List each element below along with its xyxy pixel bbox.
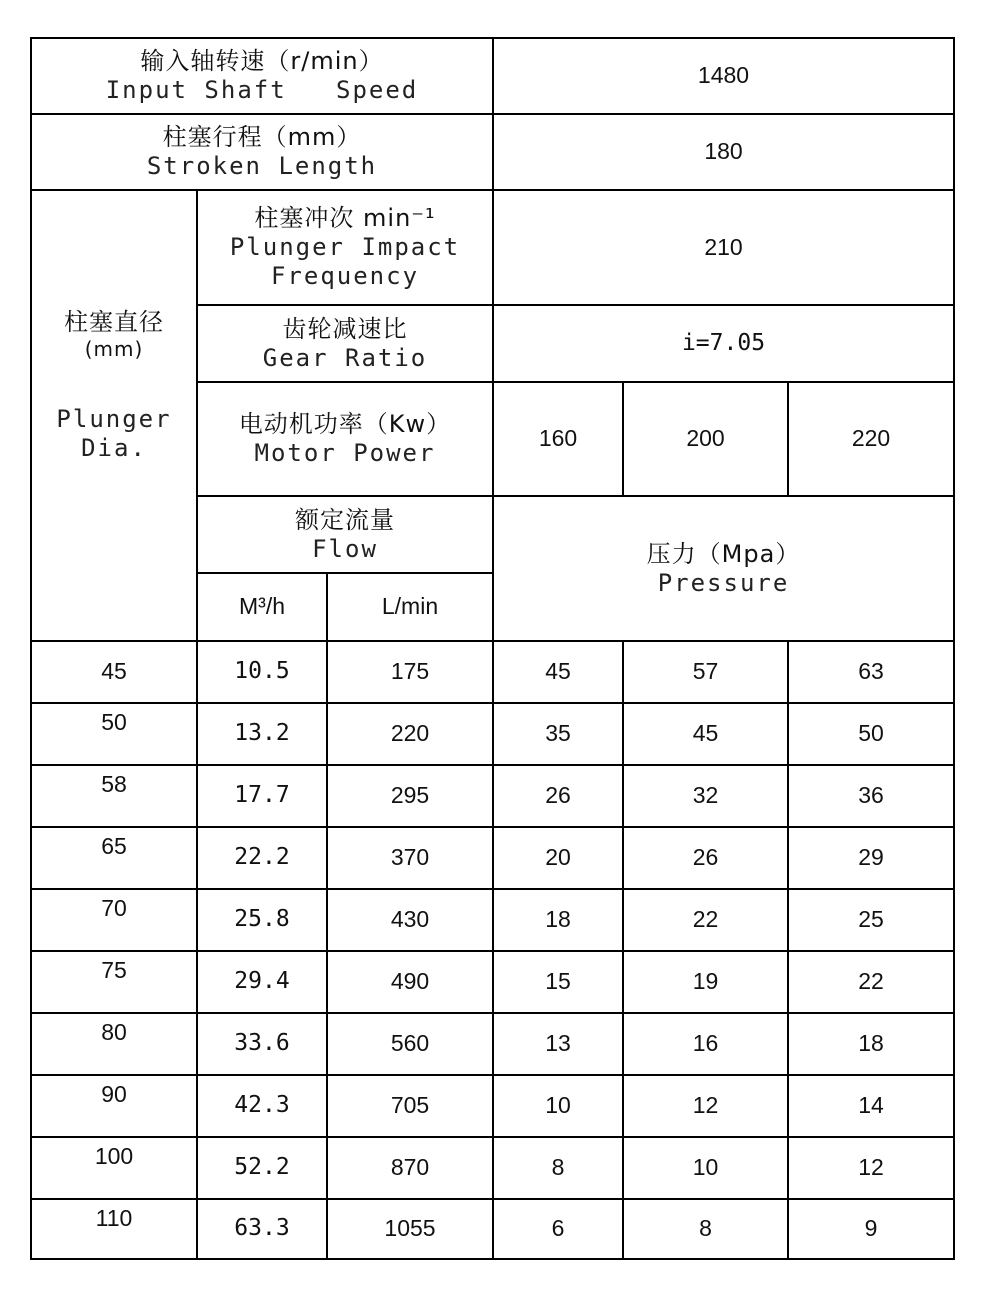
lmin-cell	[327, 889, 493, 951]
hline-3	[197, 304, 955, 306]
hline-6	[197, 572, 493, 574]
pressure-2-cell	[623, 827, 788, 889]
pressure-3-cell	[788, 765, 954, 827]
pressure-3-value: 22	[858, 968, 884, 995]
impact-label-zh: 柱塞冲次 min⁻¹	[254, 204, 436, 233]
hline-4	[197, 381, 955, 383]
pressure-2-value: 22	[692, 906, 719, 933]
m3h-value: 13.2	[234, 720, 290, 747]
dia-cell	[31, 641, 197, 703]
lmin-cell	[327, 827, 493, 889]
plunger-dia-label-zh: 柱塞直径	[64, 308, 164, 337]
stroke-label-cell	[31, 114, 493, 190]
lmin-value: 870	[390, 1154, 430, 1181]
pressure-1-cell	[493, 1137, 623, 1199]
pressure-2-value: 57	[692, 658, 719, 685]
m3h-cell	[197, 951, 327, 1013]
vline-493	[492, 37, 494, 1260]
dia-cell	[31, 951, 197, 1013]
stroke-label-zh: 柱塞行程（mm）	[162, 123, 362, 152]
pressure-label-en: Pressure	[657, 568, 790, 597]
pressure-1-value: 8	[551, 1154, 565, 1181]
flow-unit-lmin-cell	[327, 573, 493, 641]
pressure-3-value: 29	[858, 844, 884, 871]
lmin-value: 705	[390, 1092, 430, 1119]
pressure-label-cell	[493, 496, 954, 641]
lmin-cell	[327, 641, 493, 703]
motor-label-en: Motor Power	[254, 439, 436, 467]
pressure-2-value: 12	[692, 1092, 719, 1119]
pressure-1-value: 6	[551, 1215, 565, 1242]
pressure-1-value: 18	[545, 906, 571, 933]
stroke-value-cell	[493, 114, 954, 190]
pressure-2-value: 32	[692, 782, 719, 809]
pressure-3-cell	[788, 951, 954, 1013]
flow-unit-lmin: L/min	[381, 593, 439, 620]
pressure-3-cell	[788, 889, 954, 951]
m3h-value: 42.3	[234, 1092, 290, 1119]
dia-cell	[31, 1013, 197, 1075]
lmin-value: 220	[390, 720, 430, 747]
input-speed-value-cell	[493, 38, 954, 114]
lmin-value: 560	[390, 1030, 430, 1057]
m3h-value: 29.4	[234, 968, 290, 995]
border-right	[953, 37, 955, 1260]
motor-value-3: 220	[851, 425, 891, 452]
dia-value: 80	[101, 1019, 127, 1045]
m3h-value: 63.3	[234, 1215, 290, 1242]
pressure-1-cell	[493, 703, 623, 765]
m3h-cell	[197, 765, 327, 827]
m3h-value: 33.6	[234, 1030, 290, 1057]
pressure-3-cell	[788, 1013, 954, 1075]
motor-value-2-cell	[623, 382, 788, 496]
lmin-cell	[327, 765, 493, 827]
vline-788-data	[787, 640, 789, 1260]
pressure-label-zh: 压力（Mpa）	[646, 539, 801, 568]
pressure-1-cell	[493, 641, 623, 703]
dia-cell	[31, 703, 197, 765]
pressure-1-cell	[493, 1199, 623, 1259]
dia-value: 90	[101, 1081, 127, 1107]
hline-5	[197, 495, 955, 497]
motor-value-1-cell	[493, 382, 623, 496]
pressure-3-value: 18	[858, 1030, 884, 1057]
impact-value: 210	[704, 233, 743, 260]
plunger-dia-unit: (mm)	[84, 337, 144, 362]
lmin-cell	[327, 1137, 493, 1199]
pressure-2-cell	[623, 889, 788, 951]
motor-label-zh: 电动机功率（Kw）	[238, 410, 452, 439]
lmin-cell	[327, 1199, 493, 1259]
pressure-3-value: 36	[858, 782, 884, 809]
pressure-2-value: 8	[699, 1215, 712, 1242]
pressure-1-value: 15	[545, 968, 571, 995]
dia-value: 70	[101, 895, 127, 921]
dia-value: 65	[101, 833, 127, 859]
pressure-2-value: 19	[692, 968, 719, 995]
input-speed-label-en: Input Shaft Speed	[105, 76, 419, 104]
input-speed-label-zh: 输入轴转速（r/min）	[140, 47, 384, 76]
dia-value: 75	[101, 957, 127, 983]
pressure-3-cell	[788, 1137, 954, 1199]
flow-label-en: Flow	[312, 534, 378, 563]
pressure-3-value: 63	[858, 658, 884, 685]
pressure-1-value: 26	[545, 782, 571, 809]
lmin-value: 1055	[384, 1215, 436, 1242]
motor-label-cell	[197, 382, 493, 496]
pressure-3-cell	[788, 827, 954, 889]
input-speed-label-cell	[31, 38, 493, 114]
pressure-1-cell	[493, 1013, 623, 1075]
dia-cell	[31, 765, 197, 827]
m3h-cell	[197, 1013, 327, 1075]
pressure-2-cell	[623, 1075, 788, 1137]
pressure-2-cell	[623, 1199, 788, 1259]
dia-value: 50	[101, 709, 127, 735]
pressure-2-cell	[623, 951, 788, 1013]
m3h-cell	[197, 1199, 327, 1259]
lmin-cell	[327, 1013, 493, 1075]
dia-cell	[31, 889, 197, 951]
pressure-2-value: 16	[692, 1030, 719, 1057]
pressure-2-cell	[623, 765, 788, 827]
dia-value: 100	[94, 1143, 134, 1169]
pressure-2-cell	[623, 1137, 788, 1199]
plunger-dia-header-cell	[31, 190, 197, 641]
pressure-1-cell	[493, 889, 623, 951]
m3h-cell	[197, 703, 327, 765]
pressure-1-value: 10	[545, 1092, 571, 1119]
vline-788-motor	[787, 381, 789, 497]
pressure-3-cell	[788, 703, 954, 765]
flow-unit-m3h: M³/h	[239, 593, 285, 620]
m3h-cell	[197, 889, 327, 951]
plunger-dia-label-en1: Plunger	[56, 405, 172, 434]
dia-value: 58	[101, 771, 127, 797]
m3h-value: 10.5	[234, 658, 290, 685]
flow-unit-m3h-cell	[197, 573, 327, 641]
pressure-2-cell	[623, 703, 788, 765]
pressure-3-value: 12	[858, 1154, 884, 1181]
m3h-cell	[197, 1137, 327, 1199]
pressure-2-value: 26	[692, 844, 719, 871]
vline-623-motor	[622, 381, 624, 497]
m3h-cell	[197, 641, 327, 703]
motor-value-2: 200	[686, 425, 725, 452]
vline-623-data	[622, 640, 624, 1260]
lmin-cell	[327, 951, 493, 1013]
gear-label-zh: 齿轮减速比	[282, 314, 408, 343]
impact-label-en2: Frequency	[270, 261, 420, 290]
m3h-cell	[197, 827, 327, 889]
pressure-1-value: 20	[545, 844, 571, 871]
m3h-value: 17.7	[234, 782, 290, 809]
lmin-cell	[327, 1075, 493, 1137]
pressure-1-cell	[493, 1075, 623, 1137]
pressure-1-value: 13	[545, 1030, 571, 1057]
impact-label-en1: Plunger Impact	[229, 233, 461, 262]
dia-cell	[31, 1137, 197, 1199]
m3h-value: 25.8	[234, 906, 290, 933]
stroke-label-en: Stroken Length	[146, 152, 378, 180]
pressure-2-cell	[623, 641, 788, 703]
pressure-1-cell	[493, 765, 623, 827]
vline-197	[196, 189, 198, 1260]
motor-value-1: 160	[538, 425, 578, 452]
stroke-value: 180	[704, 138, 743, 165]
lmin-value: 370	[390, 844, 430, 871]
lmin-cell	[327, 703, 493, 765]
pressure-1-cell	[493, 827, 623, 889]
input-speed-value: 1480	[697, 62, 750, 89]
pressure-3-cell	[788, 1075, 954, 1137]
m3h-cell	[197, 1075, 327, 1137]
flow-label-cell	[197, 496, 493, 573]
dia-cell	[31, 827, 197, 889]
pressure-2-value: 45	[692, 720, 719, 747]
lmin-value: 295	[390, 782, 430, 809]
dia-value: 45	[101, 658, 127, 685]
border-left	[30, 37, 32, 1260]
pressure-2-value: 10	[692, 1154, 719, 1181]
pressure-2-cell	[623, 1013, 788, 1075]
impact-label-cell	[197, 190, 493, 305]
m3h-value: 22.2	[234, 844, 290, 871]
pressure-1-cell	[493, 951, 623, 1013]
pressure-1-value: 35	[545, 720, 571, 747]
gear-label-cell	[197, 305, 493, 382]
dia-cell	[31, 1199, 197, 1259]
pressure-3-cell	[788, 1199, 954, 1259]
m3h-value: 52.2	[234, 1154, 290, 1181]
dia-cell	[31, 1075, 197, 1137]
pressure-3-value: 14	[858, 1092, 884, 1119]
pressure-3-value: 25	[858, 906, 884, 933]
lmin-value: 175	[390, 658, 430, 685]
vline-327	[326, 572, 328, 1260]
plunger-dia-label-en2: Dia.	[81, 433, 147, 462]
gear-value: i=7.05	[681, 329, 766, 356]
pressure-3-value: 50	[858, 720, 884, 747]
flow-label-zh: 额定流量	[295, 505, 395, 534]
pressure-3-cell	[788, 641, 954, 703]
impact-value-cell	[493, 190, 954, 305]
gear-label-en: Gear Ratio	[262, 343, 428, 372]
gear-value-cell	[493, 305, 954, 382]
lmin-value: 430	[390, 906, 430, 933]
pressure-3-value: 9	[864, 1215, 878, 1242]
pressure-1-value: 45	[545, 658, 571, 685]
dia-value: 110	[95, 1205, 133, 1231]
lmin-value: 490	[390, 968, 430, 995]
motor-value-3-cell	[788, 382, 954, 496]
